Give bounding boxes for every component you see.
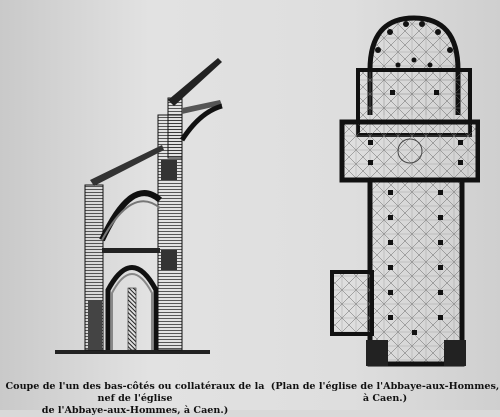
plan-caption: (Plan de l'église de l'Abbaye-aux-Hommes, à Caen.) [270, 381, 500, 404]
nave [370, 180, 462, 364]
aisle-vault [102, 193, 160, 240]
section-caption [0, 381, 270, 417]
side-chapel [332, 272, 372, 334]
church-floor-plan-engraving [328, 10, 480, 370]
nave-aisle-cross-section-engraving [50, 50, 240, 370]
column-shaft [128, 288, 136, 350]
west-tower-right [444, 340, 466, 366]
clerestory-wall [168, 98, 182, 158]
aisle-roof [90, 145, 164, 186]
west-tower-left [366, 340, 388, 366]
transept [342, 122, 478, 180]
pier-capital [161, 160, 177, 180]
gallery-floor [102, 248, 160, 253]
section-caption-line-1: Coupe de l'un des bas-côtés ou collatéraux de la nef de l'église [5, 381, 265, 404]
roof-slope [168, 58, 222, 106]
ground-line [55, 350, 210, 354]
pier-capital-lower [161, 250, 177, 270]
wall-base [88, 300, 102, 350]
section-caption-line-2: de l'Abbaye-aux-Hommes, à Caen.) [41, 405, 229, 416]
